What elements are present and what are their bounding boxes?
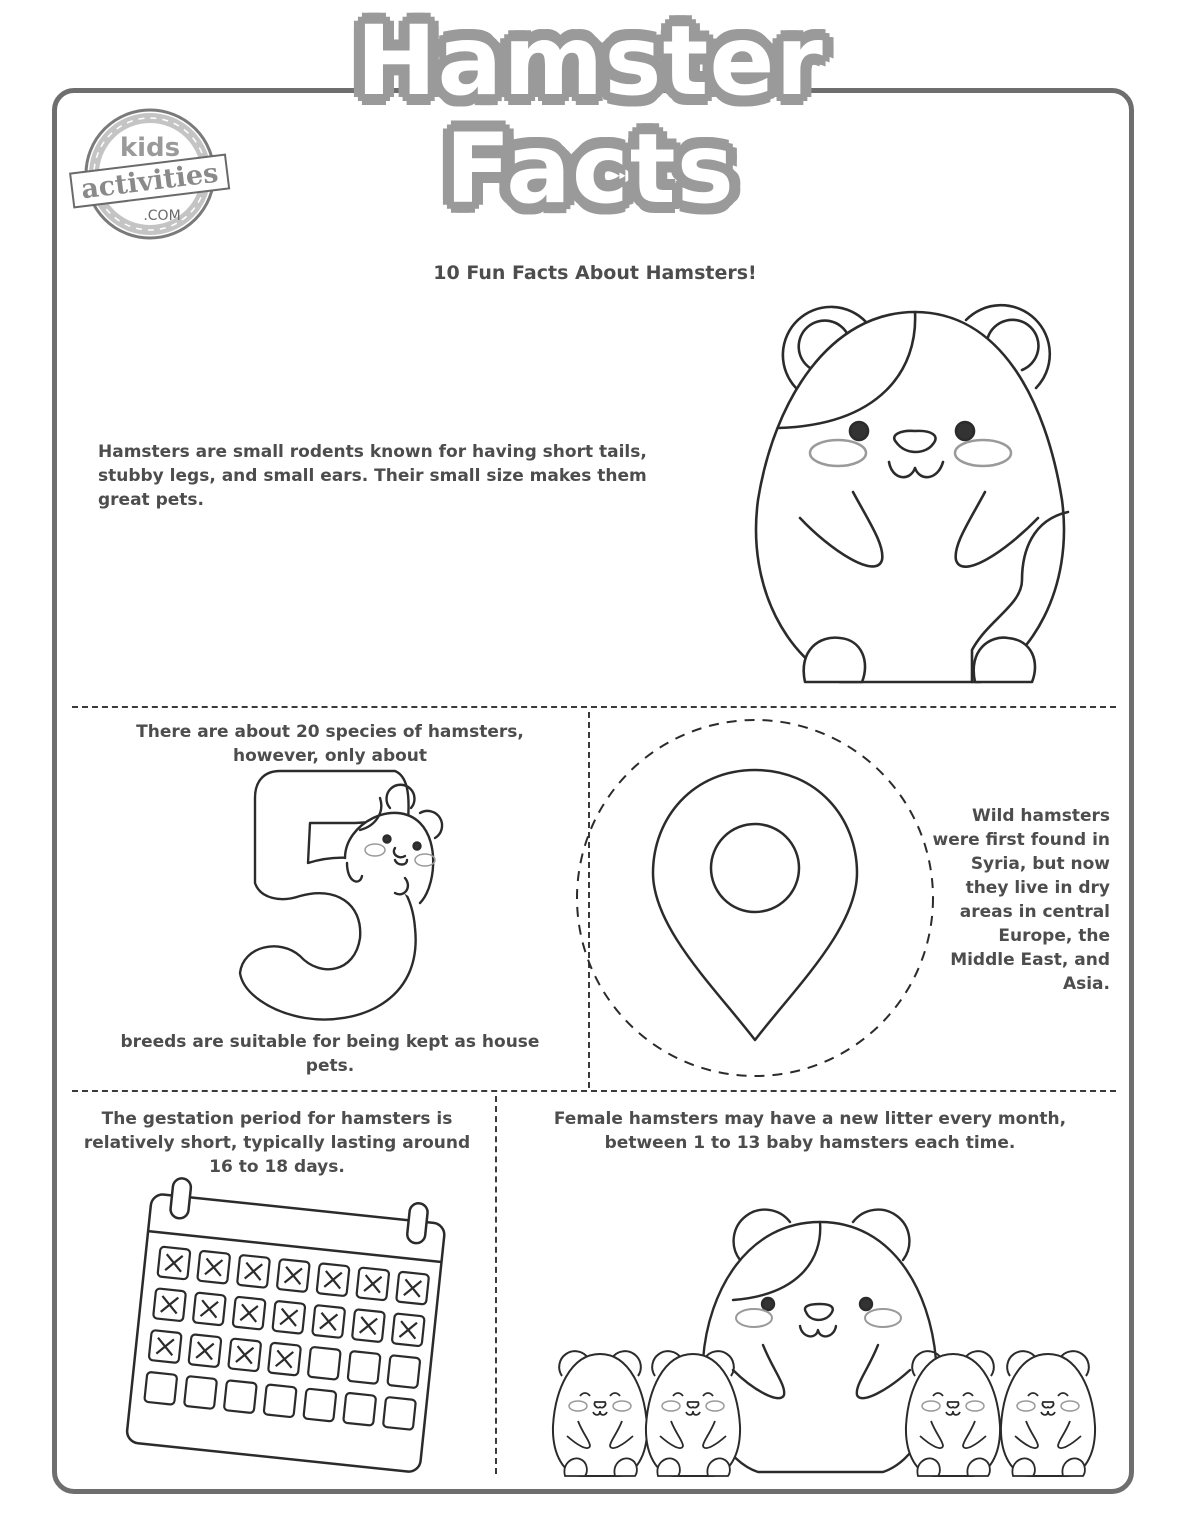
baby-hamster-4 bbox=[1001, 1351, 1095, 1476]
hamster-family-illustration bbox=[548, 1200, 1098, 1480]
fact-origin-text: Wild hamsters were first found in Syria, but now they live in dry areas in central Europe, the Middle East, and Asia. bbox=[932, 806, 1110, 994]
kids-activities-logo bbox=[70, 104, 235, 244]
title-line-2: Facts bbox=[445, 113, 735, 225]
hamster-icon bbox=[750, 290, 1070, 690]
divider-row-2 bbox=[72, 1090, 1116, 1092]
divider-col-2 bbox=[495, 1096, 497, 1474]
map-pin-icon bbox=[575, 718, 935, 1078]
fact-species-text-after: breeds are suitable for being kept as house pets. bbox=[120, 1032, 540, 1076]
svg-text:activities: activities bbox=[79, 157, 220, 206]
title-line-1: Hamster bbox=[356, 5, 824, 117]
page-title bbox=[330, 2, 850, 252]
number-five-illustration bbox=[235, 768, 465, 1028]
calendar-icon bbox=[128, 1188, 443, 1483]
svg-text:kids: kids bbox=[119, 133, 181, 163]
fact-species-text-before: There are about 20 species of hamsters, however, only about bbox=[136, 722, 524, 766]
subtitle: 10 Fun Facts About Hamsters! bbox=[433, 262, 757, 284]
svg-text:.COM: .COM bbox=[143, 208, 181, 224]
fact-gestation-text: The gestation period for hamsters is relatively short, typically lasting around 16 to 18 days. bbox=[83, 1109, 471, 1177]
divider-row-1 bbox=[72, 706, 1116, 708]
fact-litter-text: Female hamsters may have a new litter every month, between 1 to 13 baby hamsters each time. bbox=[553, 1109, 1067, 1153]
baby-hamster-1 bbox=[553, 1351, 647, 1476]
fact-size-text: Hamsters are small rodents known for having short tails, stubby legs, and small ears. Their small size makes them great pets. bbox=[98, 442, 647, 510]
